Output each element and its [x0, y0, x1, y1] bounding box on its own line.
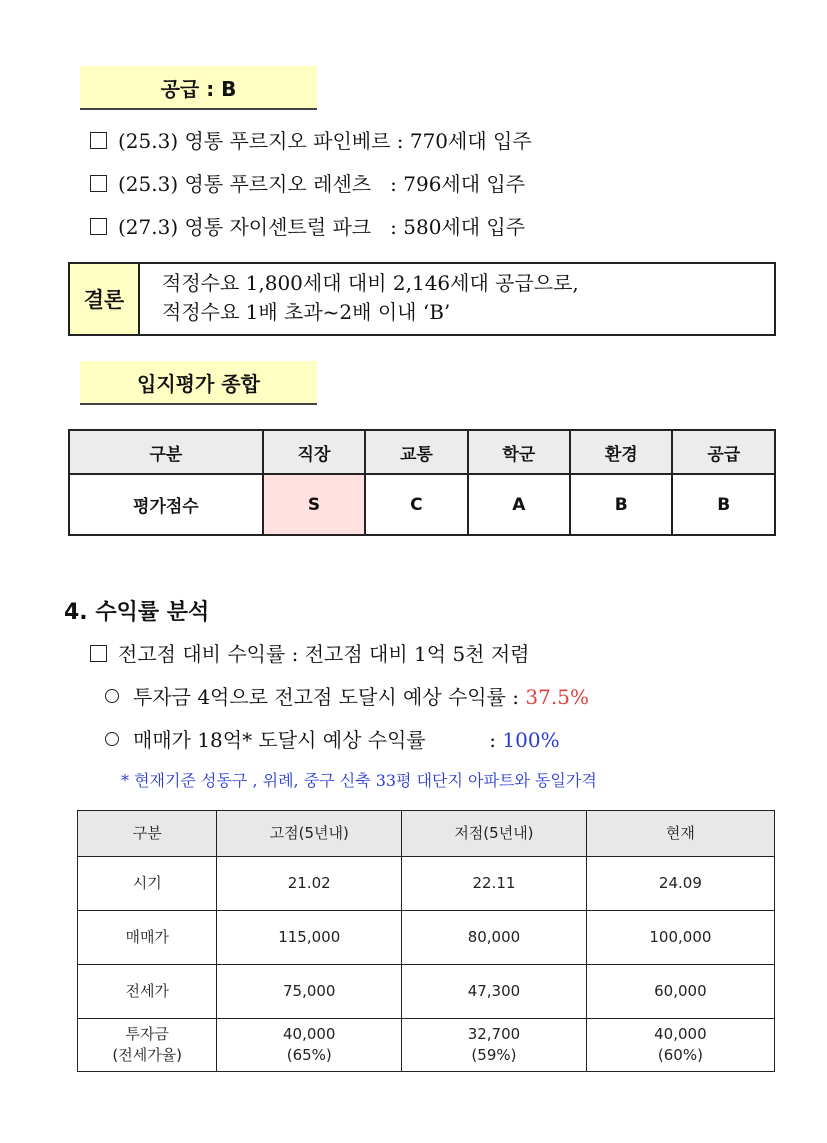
- grade-table: [68, 429, 776, 536]
- price-table: [77, 810, 775, 1072]
- table-row: [78, 1019, 775, 1072]
- table-header-cell: 구분: [78, 811, 217, 857]
- cell-percent: (60%): [657, 1046, 703, 1064]
- checkbox-icon: [90, 218, 107, 235]
- table-header-cell: 현재: [586, 811, 774, 857]
- grade-cell: B: [570, 474, 672, 535]
- profit-bullet: [105, 726, 560, 754]
- table-cell: [217, 1019, 402, 1072]
- row-label: 전세가: [78, 965, 217, 1019]
- row-label: 매매가: [78, 911, 217, 965]
- table-header-row: [78, 811, 775, 857]
- table-header-cell: 환경: [570, 430, 672, 474]
- profit-bullet-value: 37.5%: [525, 685, 589, 709]
- table-cell: [402, 1019, 587, 1072]
- profit-main: [90, 640, 530, 668]
- table-header-cell: 교통: [365, 430, 467, 474]
- table-cell: 60,000: [586, 965, 774, 1019]
- table-header-cell: 고점(5년내): [217, 811, 402, 857]
- table-cell: 47,300: [402, 965, 587, 1019]
- supply-item-text: (25.3) 영통 푸르지오 파인베르 : 770세대 입주: [118, 129, 532, 153]
- table-header-row: [69, 430, 775, 474]
- supply-item: [90, 127, 532, 155]
- checkbox-icon: [90, 175, 107, 192]
- supply-item-text: (25.3) 영통 푸르지오 레센츠 : 796세대 입주: [118, 172, 526, 196]
- circle-bullet-icon: [105, 732, 119, 746]
- row-label: 시기: [78, 857, 217, 911]
- conclusion-label: 결론: [70, 264, 140, 334]
- table-cell: 115,000: [217, 911, 402, 965]
- section-title: 4. 수익률 분석: [64, 600, 210, 625]
- profit-bullet: [105, 683, 589, 711]
- cell-value: 40,000: [282, 1025, 336, 1043]
- conclusion-box: [68, 262, 776, 336]
- table-cell: 22.11: [402, 857, 587, 911]
- profit-bullet-text: 투자금 4억으로 전고점 도달시 예상 수익률 :: [133, 685, 526, 709]
- grade-cell-highlight: S: [263, 474, 365, 535]
- table-cell: 80,000: [402, 911, 587, 965]
- supply-item: [90, 213, 525, 241]
- row-label: [78, 1019, 217, 1072]
- footnote: * 현재기준 성동구 , 위례, 중구 신축 33평 대단지 아파트와 동일가격: [121, 771, 597, 790]
- table-cell: 21.02: [217, 857, 402, 911]
- cell-value: 32,700: [467, 1025, 521, 1043]
- profit-bullet-text: 매매가 18억* 도달시 예상 수익률 :: [133, 728, 503, 752]
- supply-item: [90, 170, 525, 198]
- grade-cell: B: [672, 474, 775, 535]
- supply-header: 공급 : B: [80, 66, 317, 110]
- row-label: 평가점수: [69, 474, 263, 535]
- table-header-cell: 구분: [69, 430, 263, 474]
- cell-percent: (65%): [286, 1046, 332, 1064]
- row-label-line: 투자금: [125, 1025, 169, 1043]
- cell-percent: (59%): [471, 1046, 517, 1064]
- table-header-cell: 저점(5년내): [402, 811, 587, 857]
- checkbox-icon: [90, 132, 107, 149]
- table-header-cell: 직장: [263, 430, 365, 474]
- circle-bullet-icon: [105, 689, 119, 703]
- table-row: [78, 857, 775, 911]
- table-row: [69, 474, 775, 535]
- supply-item-text: (27.3) 영통 자이센트럴 파크 : 580세대 입주: [118, 215, 526, 239]
- table-cell: 100,000: [586, 911, 774, 965]
- conclusion-text: [140, 264, 579, 334]
- table-header-cell: 공급: [672, 430, 775, 474]
- conclusion-line: 적정수요 1배 초과~2배 이내 ‘B’: [162, 300, 451, 324]
- grade-cell: A: [468, 474, 570, 535]
- checkbox-icon: [90, 645, 107, 662]
- profit-main-text: 전고점 대비 수익률 : 전고점 대비 1억 5천 저렴: [118, 642, 530, 666]
- table-header-cell: 학군: [468, 430, 570, 474]
- row-label-line: (전세가율): [112, 1046, 183, 1064]
- table-row: [78, 965, 775, 1019]
- table-cell: [586, 1019, 774, 1072]
- grade-cell: C: [365, 474, 467, 535]
- table-cell: 75,000: [217, 965, 402, 1019]
- cell-value: 40,000: [654, 1025, 707, 1043]
- conclusion-line: 적정수요 1,800세대 대비 2,146세대 공급으로,: [162, 271, 579, 295]
- eval-header: 입지평가 종합: [80, 361, 317, 405]
- profit-bullet-value: 100%: [502, 728, 560, 752]
- table-cell: 24.09: [586, 857, 774, 911]
- table-row: [78, 911, 775, 965]
